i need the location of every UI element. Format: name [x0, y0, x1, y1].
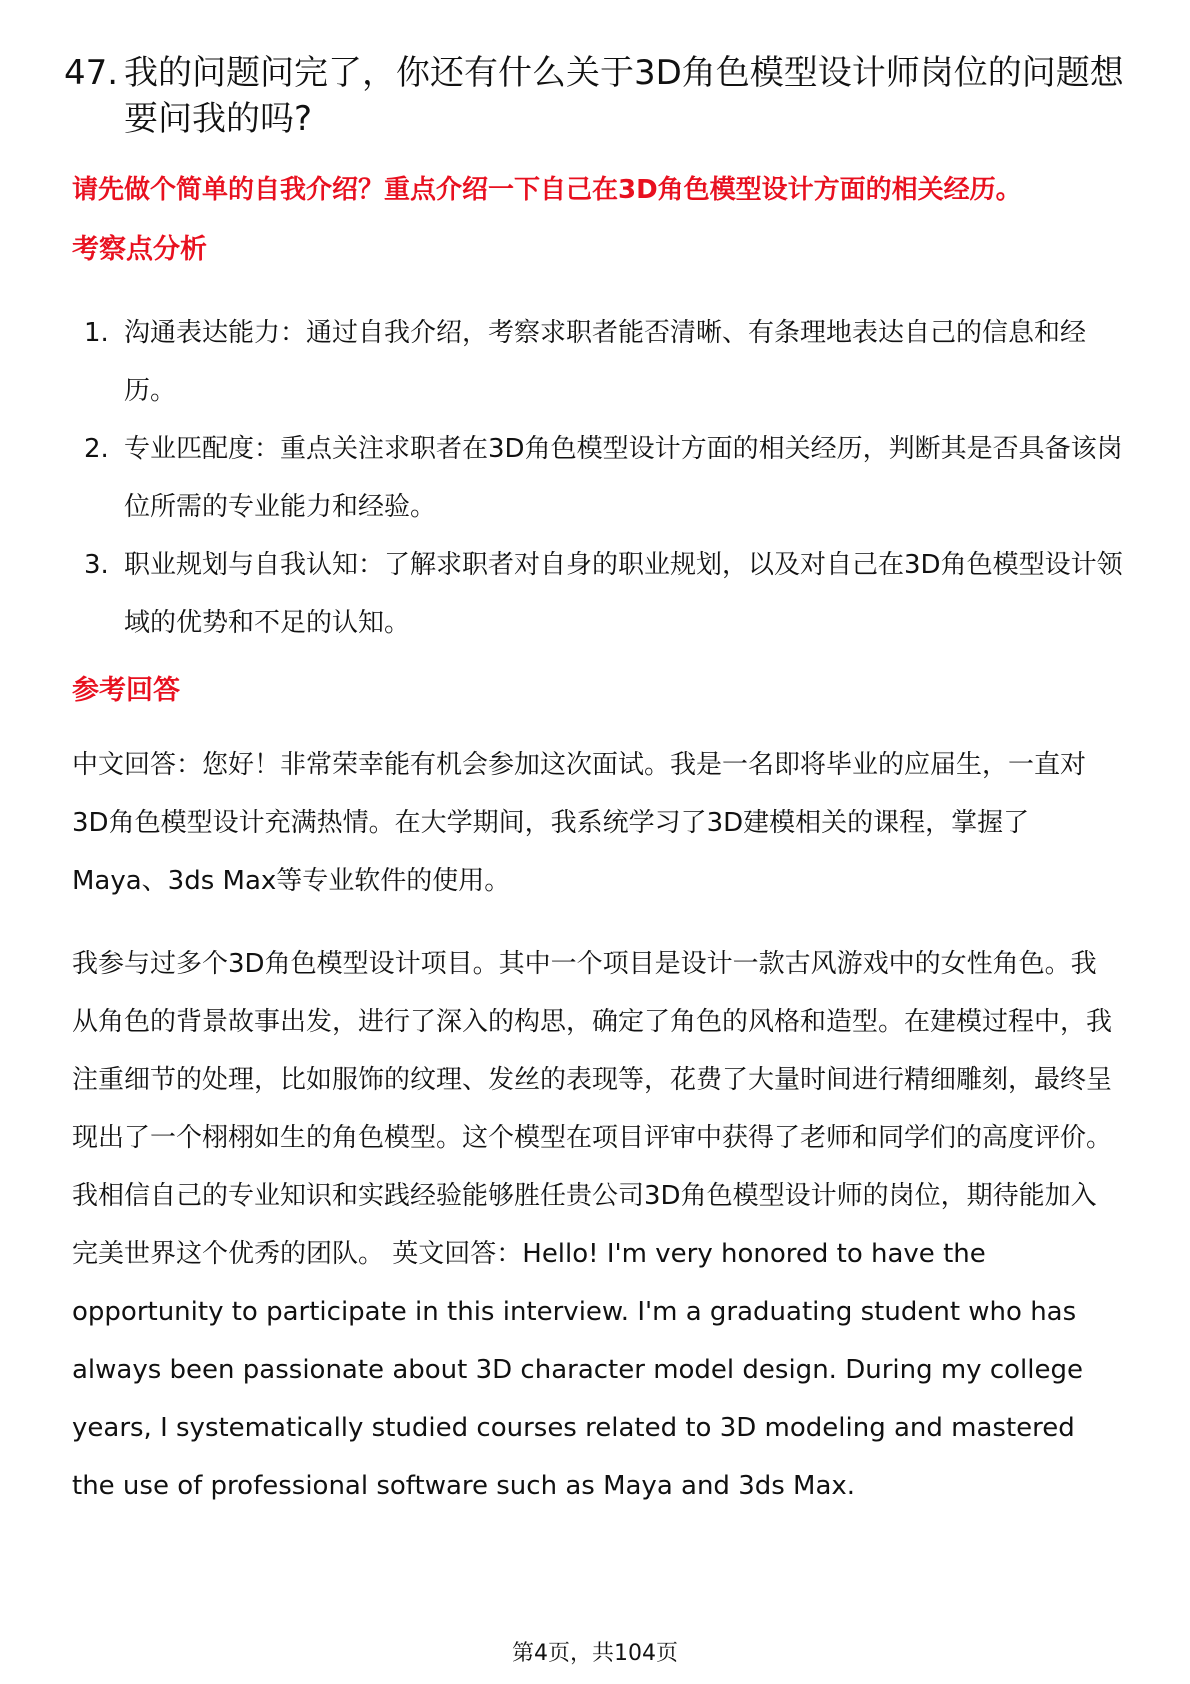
analysis-heading: 考察点分析	[72, 234, 207, 265]
answer-heading: 参考回答	[72, 675, 180, 706]
analysis-item-number: 2.	[84, 434, 109, 464]
analysis-item	[84, 536, 1124, 652]
analysis-item-text: 专业匹配度：重点关注求职者在3D角色模型设计方面的相关经历，判断其是否具备该岗位所需的专业能力和经验。	[124, 434, 1123, 522]
question-number: 47.	[64, 53, 119, 93]
question-text: 我的问题问完了，你还有什么关于3D角色模型设计师岗位的问题想要问我的吗?	[124, 53, 1124, 139]
answer-paragraph-project: 我参与过多个3D角色模型设计项目。其中一个项目是设计一款古风游戏中的女性角色。我从角色的背景故事出发，进行了深入的构思，确定了角色的风格和造型。在建模过程中，我注重细节的处理，比如服饰的纹理、发丝的表现等，花费了大量时间进行精细雕刻，最终呈现出了一个栩栩如生的角色模型。这个模型在项目评审中获得了老师和同学们的高度评价。我相信自己的专业知识和实践经验能够胜任贵公司3D角色模型设计师的岗位，期待能加入完美世界这个优秀的团队。 英文回答：Hello! I'm very honored to have the opportunity to participate in this interview. I'm a graduating student who has always been passionate about 3D character model design. During my college years, I systematically studied courses related to 3D modeling and mastered the use of professional software such as Maya and 3ds Max.	[72, 949, 1113, 1501]
analysis-list	[84, 304, 1124, 652]
interview-prompt: 请先做个简单的自我介绍？重点介绍一下自己在3D角色模型设计方面的相关经历。	[72, 175, 1022, 205]
question-title	[64, 50, 1124, 142]
page-footer: 第4页，共104页	[512, 1641, 678, 1666]
analysis-item-text: 沟通表达能力：通过自我介绍，考察求职者能否清晰、有条理地表达自己的信息和经历。	[124, 318, 1087, 406]
analysis-item	[84, 420, 1124, 536]
analysis-item-number: 3.	[84, 550, 109, 580]
analysis-item	[84, 304, 1124, 420]
answer-paragraph-chinese: 中文回答：您好！非常荣幸能有机会参加这次面试。我是一名即将毕业的应届生，一直对3D角色模型设计充满热情。在大学期间，我系统学习了3D建模相关的课程，掌握了Maya、3ds Max等专业软件的使用。	[72, 750, 1087, 896]
analysis-item-text: 职业规划与自我认知：了解求职者对自身的职业规划，以及对自己在3D角色模型设计领域的优势和不足的认知。	[124, 550, 1123, 638]
analysis-item-number: 1.	[84, 318, 109, 348]
